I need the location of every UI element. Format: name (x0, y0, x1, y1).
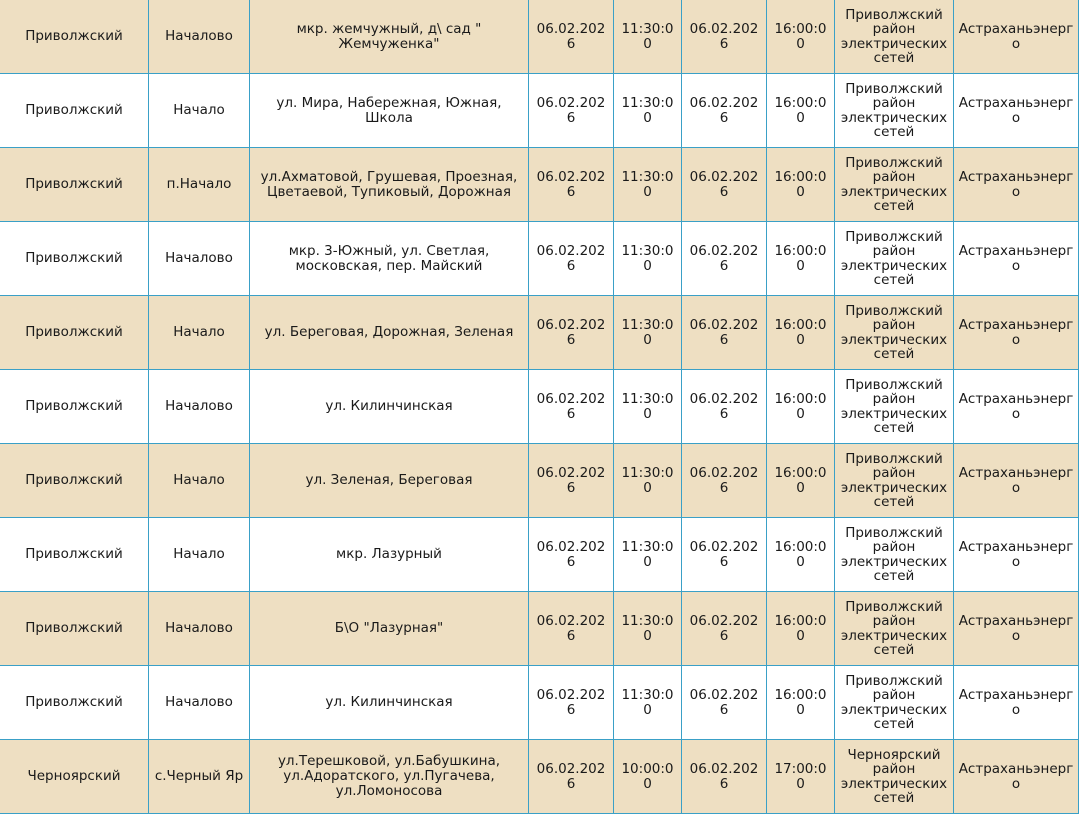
district-cell: Приволжский (0, 74, 149, 148)
settlement-cell: Началово (149, 222, 250, 296)
start-time-cell: 11:30:00 (614, 370, 682, 444)
district-cell: Приволжский (0, 0, 149, 74)
company-cell: Астраханьэнерго (954, 740, 1079, 814)
start-date-cell: 06.02.2026 (529, 518, 614, 592)
address-cell: мкр. 3-Южный, ул. Светлая, московская, пер. Майский (250, 222, 529, 296)
organization-cell: Приволжский район электрических сетей (835, 296, 954, 370)
settlement-cell: Началово (149, 370, 250, 444)
end-time-cell: 16:00:00 (767, 592, 835, 666)
start-date-cell: 06.02.2026 (529, 666, 614, 740)
table-row (0, 666, 1079, 740)
end-time-cell: 16:00:00 (767, 74, 835, 148)
start-date-cell: 06.02.2026 (529, 296, 614, 370)
end-date-cell: 06.02.2026 (682, 148, 767, 222)
end-time-cell: 16:00:00 (767, 296, 835, 370)
address-cell: ул. Килинчинская (250, 370, 529, 444)
end-date-cell: 06.02.2026 (682, 370, 767, 444)
end-time-cell: 16:00:00 (767, 444, 835, 518)
end-time-cell: 16:00:00 (767, 666, 835, 740)
address-cell: мкр. Лазурный (250, 518, 529, 592)
district-cell: Приволжский (0, 370, 149, 444)
district-cell: Приволжский (0, 592, 149, 666)
address-cell: мкр. жемчужный, д\ сад " Жемчуженка" (250, 0, 529, 74)
start-date-cell: 06.02.2026 (529, 370, 614, 444)
end-date-cell: 06.02.2026 (682, 444, 767, 518)
end-time-cell: 16:00:00 (767, 518, 835, 592)
settlement-cell: Началово (149, 666, 250, 740)
start-time-cell: 11:30:00 (614, 666, 682, 740)
table-row (0, 222, 1079, 296)
organization-cell: Приволжский район электрических сетей (835, 444, 954, 518)
address-cell: ул. Зеленая, Береговая (250, 444, 529, 518)
table-row (0, 148, 1079, 222)
end-date-cell: 06.02.2026 (682, 0, 767, 74)
start-date-cell: 06.02.2026 (529, 0, 614, 74)
settlement-cell: п.Начало (149, 148, 250, 222)
address-cell: ул. Килинчинская (250, 666, 529, 740)
table-row (0, 518, 1079, 592)
district-cell: Приволжский (0, 666, 149, 740)
organization-cell: Приволжский район электрических сетей (835, 222, 954, 296)
settlement-cell: Начало (149, 444, 250, 518)
end-time-cell: 16:00:00 (767, 148, 835, 222)
address-cell: ул.Терешковой, ул.Бабушкина, ул.Адоратского, ул.Пугачева, ул.Ломоносова (250, 740, 529, 814)
start-date-cell: 06.02.2026 (529, 148, 614, 222)
settlement-cell: Начало (149, 74, 250, 148)
end-date-cell: 06.02.2026 (682, 296, 767, 370)
company-cell: Астраханьэнерго (954, 74, 1079, 148)
organization-cell: Приволжский район электрических сетей (835, 592, 954, 666)
organization-cell: Приволжский район электрических сетей (835, 666, 954, 740)
company-cell: Астраханьэнерго (954, 296, 1079, 370)
address-cell: ул. Береговая, Дорожная, Зеленая (250, 296, 529, 370)
end-time-cell: 16:00:00 (767, 222, 835, 296)
table-row (0, 74, 1079, 148)
organization-cell: Приволжский район электрических сетей (835, 0, 954, 74)
district-cell: Приволжский (0, 148, 149, 222)
settlement-cell: Начало (149, 296, 250, 370)
organization-cell: Черноярский район электрических сетей (835, 740, 954, 814)
start-time-cell: 11:30:00 (614, 296, 682, 370)
district-cell: Приволжский (0, 518, 149, 592)
address-cell: ул. Мира, Набережная, Южная, Школа (250, 74, 529, 148)
end-time-cell: 16:00:00 (767, 0, 835, 74)
settlement-cell: Началово (149, 0, 250, 74)
company-cell: Астраханьэнерго (954, 370, 1079, 444)
end-time-cell: 17:00:00 (767, 740, 835, 814)
end-date-cell: 06.02.2026 (682, 74, 767, 148)
company-cell: Астраханьэнерго (954, 518, 1079, 592)
start-time-cell: 11:30:00 (614, 444, 682, 518)
start-time-cell: 11:30:00 (614, 148, 682, 222)
district-cell: Черноярский (0, 740, 149, 814)
table-row (0, 740, 1079, 814)
start-time-cell: 11:30:00 (614, 518, 682, 592)
table-row (0, 592, 1079, 666)
company-cell: Астраханьэнерго (954, 0, 1079, 74)
start-date-cell: 06.02.2026 (529, 74, 614, 148)
district-cell: Приволжский (0, 222, 149, 296)
organization-cell: Приволжский район электрических сетей (835, 74, 954, 148)
start-date-cell: 06.02.2026 (529, 740, 614, 814)
company-cell: Астраханьэнерго (954, 592, 1079, 666)
start-time-cell: 11:30:00 (614, 592, 682, 666)
district-cell: Приволжский (0, 444, 149, 518)
end-date-cell: 06.02.2026 (682, 222, 767, 296)
settlement-cell: с.Черный Яр (149, 740, 250, 814)
settlement-cell: Начало (149, 518, 250, 592)
start-time-cell: 11:30:00 (614, 222, 682, 296)
table-row (0, 0, 1079, 74)
table-row (0, 370, 1079, 444)
address-cell: Б\О "Лазурная" (250, 592, 529, 666)
end-date-cell: 06.02.2026 (682, 592, 767, 666)
district-cell: Приволжский (0, 296, 149, 370)
table-row (0, 296, 1079, 370)
start-time-cell: 10:00:00 (614, 740, 682, 814)
company-cell: Астраханьэнерго (954, 222, 1079, 296)
start-date-cell: 06.02.2026 (529, 444, 614, 518)
start-time-cell: 11:30:00 (614, 74, 682, 148)
company-cell: Астраханьэнерго (954, 148, 1079, 222)
organization-cell: Приволжский район электрических сетей (835, 148, 954, 222)
end-time-cell: 16:00:00 (767, 370, 835, 444)
end-date-cell: 06.02.2026 (682, 666, 767, 740)
organization-cell: Приволжский район электрических сетей (835, 370, 954, 444)
company-cell: Астраханьэнерго (954, 444, 1079, 518)
table-row (0, 444, 1079, 518)
company-cell: Астраханьэнерго (954, 666, 1079, 740)
start-date-cell: 06.02.2026 (529, 222, 614, 296)
end-date-cell: 06.02.2026 (682, 518, 767, 592)
organization-cell: Приволжский район электрических сетей (835, 518, 954, 592)
address-cell: ул.Ахматовой, Грушевая, Проезная, Цветаевой, Тупиковый, Дорожная (250, 148, 529, 222)
start-time-cell: 11:30:00 (614, 0, 682, 74)
end-date-cell: 06.02.2026 (682, 740, 767, 814)
start-date-cell: 06.02.2026 (529, 592, 614, 666)
settlement-cell: Началово (149, 592, 250, 666)
